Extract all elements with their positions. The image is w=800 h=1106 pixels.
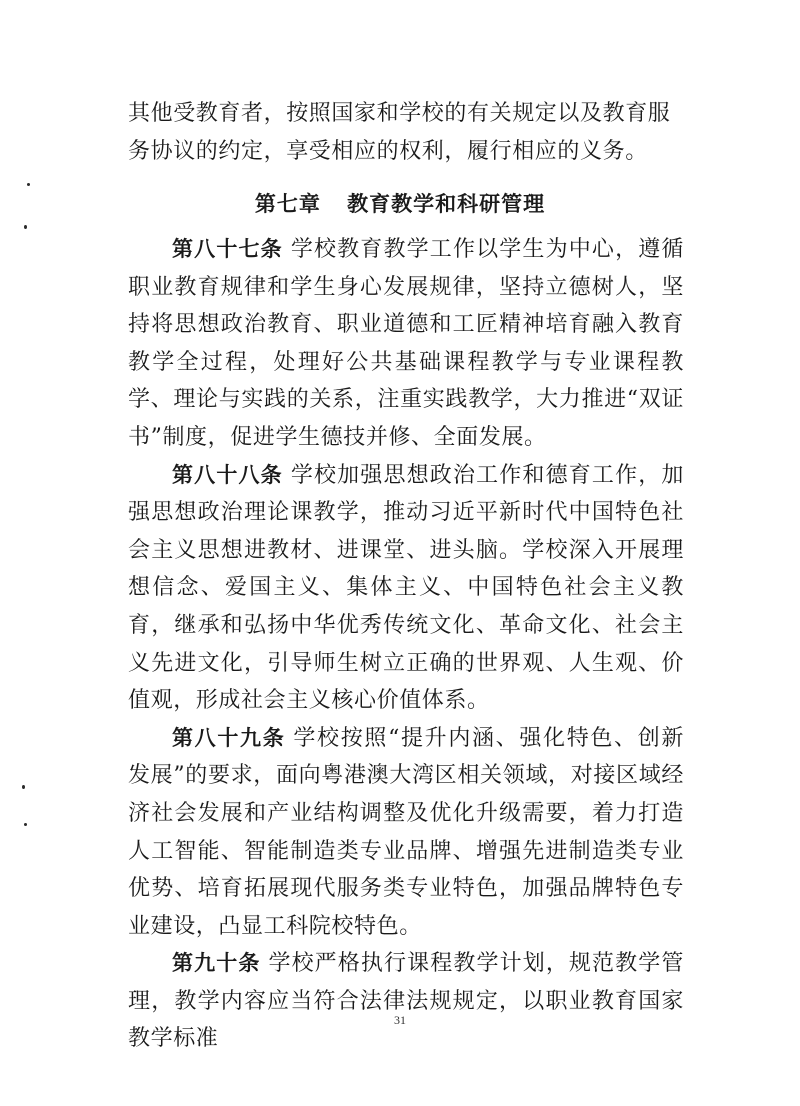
scan-speck xyxy=(22,785,25,789)
article-text: 学校按照“提升内涵、强化特色、创新发展”的要求，面向粤港澳大湾区相关领域，对接区域经济社会发展和产业结构调整及优化升级需要，着力打造人工智能、智能制造类专业品牌、增强先进制造类专业优势、培育拓展现代服务类专业特色，加强品牌特色专业建设，凸显工科院校特色。 xyxy=(128,725,685,939)
scan-speck xyxy=(24,225,27,229)
article-90 xyxy=(128,945,684,1058)
article-list xyxy=(128,231,684,1058)
article-87 xyxy=(128,231,684,457)
article-text: 学校加强思想政治工作和德育工作，加强思想政治理论课教学，推动习近平新时代中国特色社会主义思想进教材、进课堂、进头脑。学校深入开展理想信念、爱国主义、集体主义、中国特色社会主义教育，继承和弘扬中华优秀传统文化、革命文化、社会主义先进文化，引导师生树立正确的世界观、人生观、价值观，形成社会主义核心价值体系。 xyxy=(128,462,685,714)
scan-speck xyxy=(24,823,27,826)
intro-paragraph: 其他受教育者，按照国家和学校的有关规定以及教育服务协议的约定，享受相应的权利，履行相应的义务。 xyxy=(128,101,671,164)
article-label: 第八十七条 xyxy=(172,237,283,261)
chapter-number: 第七章 xyxy=(254,192,321,216)
chapter-heading xyxy=(0,188,800,218)
scan-speck xyxy=(27,183,30,186)
article-label: 第八十九条 xyxy=(172,725,286,750)
article-88 xyxy=(128,457,684,720)
article-label: 第九十条 xyxy=(172,951,261,976)
article-text: 学校教育教学工作以学生为中心，遵循职业教育规律和学生身心发展规律，坚持立德树人，坚持将思想政治教育、职业道德和工匠精神培育融入教育教学全过程，处理好公共基础课程教学与专业课程教学、理论与实践的关系，注重实践教学，大力推进“双证书”制度，促进学生德技并修、全面发展。 xyxy=(128,237,685,450)
article-89 xyxy=(128,720,684,946)
page-number: 31 xyxy=(394,1013,406,1027)
article-label: 第八十八条 xyxy=(172,462,283,487)
chapter-title: 教育教学和科研管理 xyxy=(347,192,546,216)
article-text: 学校严格执行课程教学计划，规范教学管理，教学内容应当符合法律法规规定，以职业教育国家教学标准 xyxy=(128,951,684,1052)
